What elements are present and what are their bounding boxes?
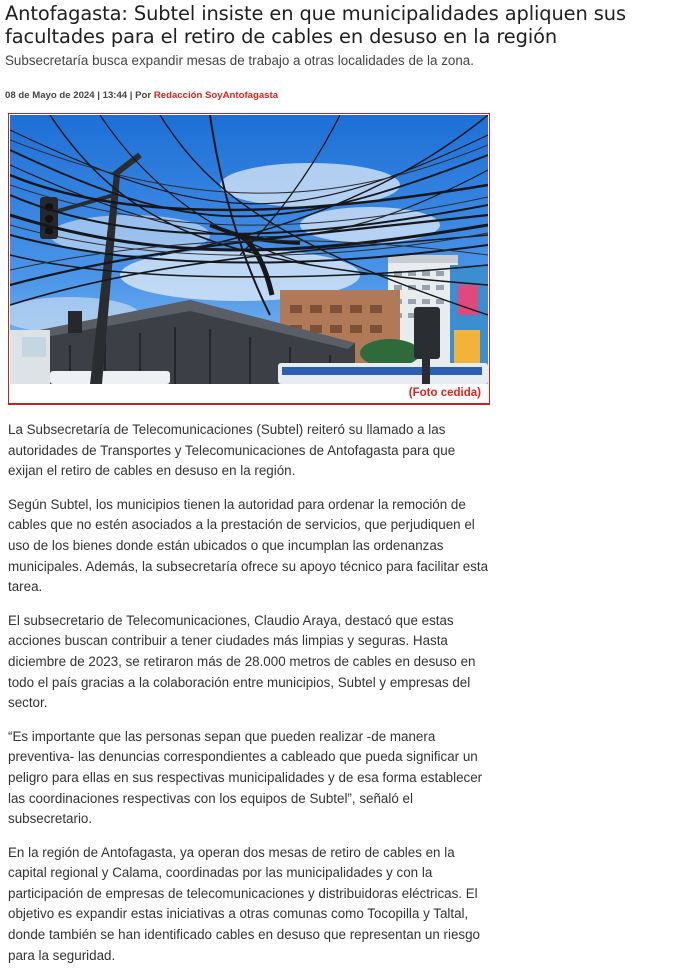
photo-caption-bar bbox=[9, 384, 489, 403]
article-subhead: Subsecretaría busca expandir mesas de trabajo a otras localidades de la zona. bbox=[5, 53, 474, 68]
byline-author-link[interactable]: Redacción SoyAntofagasta bbox=[153, 90, 279, 101]
article-body bbox=[8, 420, 493, 979]
article-paragraph: Según Subtel, los municipios tienen la autoridad para ordenar la remoción de cables que no estén asociados a la prestación de servicios, que perjudiquen el uso de los bienes donde están ubicados o que incumplan las ordenanzas municipales. Además, la subsecretaría ofrece su apoyo técnico para facilitar esta tarea. bbox=[8, 496, 489, 595]
article-paragraph: El subsecretario de Telecomunicaciones, Claudio Araya, destacó que estas acciones buscan contribuir a tener ciudades más limpias y seguras. Hasta diciembre de 2023, se retiraron más de 28.000 metros de cables en desuso en todo el país gracias a la colaboración entre municipios, Subtel y empresas del sector. bbox=[8, 612, 476, 711]
article-headline: Antofagasta: Subtel insiste en que municipalidades apliquen sus facultades para el retiro de cables en desuso en la región bbox=[5, 2, 626, 48]
article-paragraph: La Subsecretaría de Telecomunicaciones (Subtel) reiteró su llamado a las autoridades de Transportes y Telecomunicaciones de Antofagasta para que exijan el retiro de cables en desuso en la región. bbox=[8, 422, 456, 479]
article-paragraph: “Es importante que las personas sepan que pueden realizar -de manera preventiva- las denuncias correspondientes a cableado que pueda significar un peligro para ellas en sus respectivas municipalidades y de esa forma establecer las coordinaciones respectivas con los equipos de Subtel”, señaló el subsecretario. bbox=[8, 728, 483, 827]
byline-date: 08 de Mayo de 2024 | 13:44 | Por bbox=[5, 90, 154, 101]
article-byline bbox=[5, 90, 278, 102]
cables-photo-image bbox=[10, 115, 488, 384]
article-photo bbox=[8, 113, 490, 405]
article-paragraph: En la región de Antofagasta, ya operan dos mesas de retiro de cables en la capital regional y Calama, coordinadas por las municipalidades y con la participación de empresas de telecomunicaciones y distribuidoras eléctricas. El objetivo es expandir estas iniciativas a otras comunas como Tocopilla y Taltal, donde también se han identificado cables en desuso que representan un riesgo para la seguridad. bbox=[8, 844, 480, 963]
photo-caption: (Foto cedida) bbox=[408, 387, 481, 399]
